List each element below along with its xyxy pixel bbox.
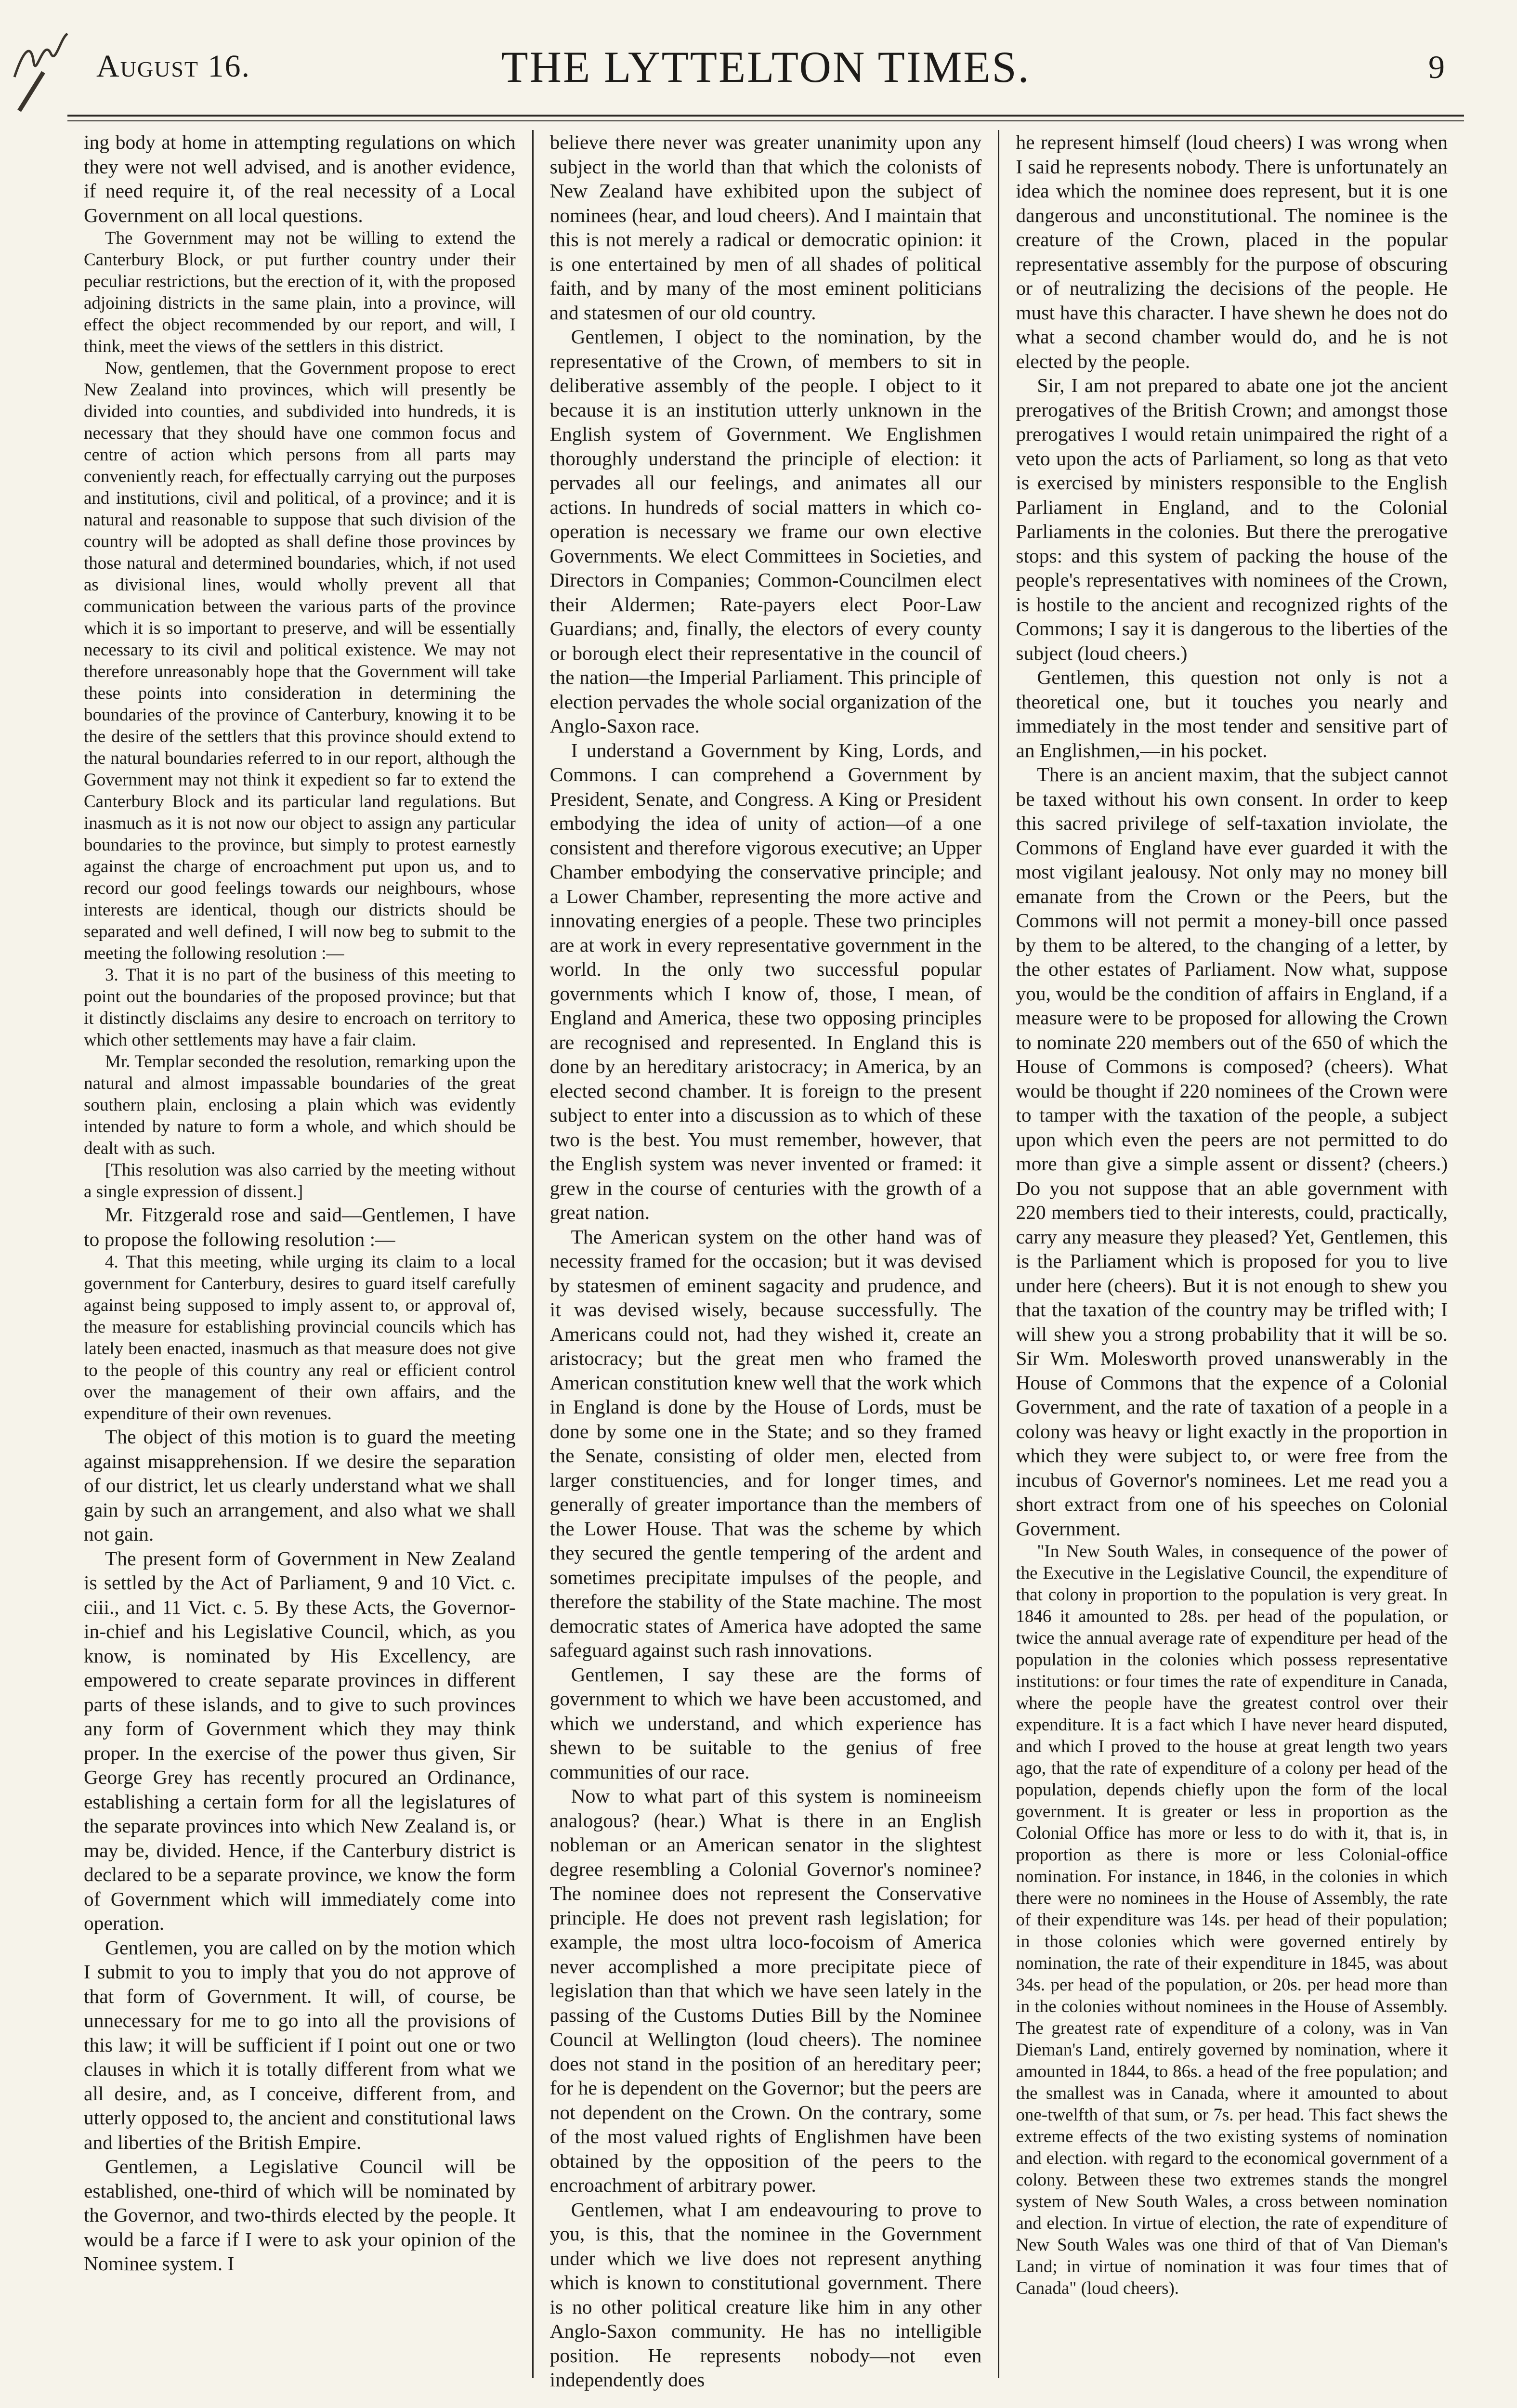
paragraph: Mr. Templar seconded the resolution, remarking upon the natural and almost impassable boundaries of the great southern plain, enclosing a plain which was evidently intended by nature to form a whole, and which should be dealt with as such. [84, 1052, 516, 1158]
paragraph: Gentlemen, a Legislative Council will be established, one-third of which will be nominated by the Governor, and two-thirds elected by the people. It would be a farce if I were to ask your opinion of the Nominee system. I [84, 2155, 516, 2275]
paragraph: 3. That it is no part of the business of this meeting to point out the boundaries of the proposed province; but that it distinctly disclaims any desire to encroach on territory to which other settlements may have a fair claim. [84, 965, 516, 1050]
paragraph: Gentlemen, I object to the nomination, by the representative of the Crown, of members to sit in deliberative assembly of the people. I object to it because it is an institution utterly unknown in the English system of Government. We Englishmen thoroughly understand the principle of election: it pervades all our feelings, and animates all our actions. In hundreds of social matters in which co-operation is necessary we frame our own elective Governments. We elect Committees in Societies, and Directors in Companies; Common-Councilmen elect their Aldermen; Rate-payers elect Poor-Law Guardians; and, finally, the electors of every county or borough elect their representative in the council of the nation—the Imperial Parliament. This principle of election pervades the whole social organization of the Anglo-Saxon race. [549, 326, 982, 737]
paragraph: [This resolution was also carried by the meeting without a single expression of dissent.] [84, 1160, 516, 1202]
handwritten-annotation [5, 19, 77, 120]
paragraph: Gentlemen, I say these are the forms of government to which we have been accustomed, and which we understand, and which experience has shewn to be suitable to the genius of free communities of our race. [549, 1663, 982, 1783]
paragraph: Now to what part of this system is nomineeism analogous? (hear.) What is there in an English nobleman or an American senator in the slightest degree resembling a Colonial Governor's nominee? The nominee does not represent the Conservative principle. He does not prevent rash legislation; for example, the most ultra loco-focoism of America never accomplished a more precipitate piece of legislation than that which we have seen lately in the passing of the Customs Duties Bill by the Nominee Council at Wellington (loud cheers). The nominee does not stand in the position of an hereditary peer; for he is dependent on the Governor; but the peers are not dependent on the Crown. On the contrary, some of the most valued rights of Englishmen have been obtained by the opposition of the peers to the encroachment of arbitrary power. [549, 1785, 982, 2196]
paragraph: I understand a Government by King, Lords, and Commons. I can comprehend a Government by President, Senate, and Congress. A King or President embodying the idea of unity of action—of a one consistent and therefore vigorous executive; an Upper Chamber embodying the conservative principle; and a Lower Chamber, representing the more active and innovating energies of a people. These two principles are at work in every representative government in the world. In the only two successful popular governments which I know of, those, I mean, of England and America, these two opposing principles are recognised and represented. In England this is done by an hereditary aristocracy; in America, by an elected second chamber. It is foreign to the present subject to enter into a discussion as to which of these two is the best. You must remember, however, that the English system was never invented or framed: it grew in the course of centuries with the growth of a great nation. [549, 739, 982, 1223]
paragraph: "In New South Wales, in consequence of the power of the Executive in the Legislative Council, the expenditure of that colony in proportion to the population is very great. In 1846 it amounted to 28s. per head of the population, or twice the annual average rate of expenditure per head of the population in the colonies which possess representative institutions: or four times the rate of expenditure in Canada, where the people have the greatest control over their expenditure. It is a fact which I have never heard disputed, and which I proved to the house at great length two years ago, that the rate of expenditure of a colony per head of the population, depends chiefly upon the form of the local government. It is greater or less in proportion as the Colonial Office has more or less to do with it, that is, in proportion as there is more or less Colonial-office nomination. For instance, in 1846, in the colonies in which there were no nominees in the House of Assembly, the rate of their expenditure was 14s. per head of their population; in those colonies which were governed entirely by nomination, the rate of their expenditure in 1845, was about 34s. per head of the population, or 20s. per head more than in the colonies without nominees in the House of Assembly. The greatest rate of expenditure of a colony, was in Van Dieman's Land, entirely governed by nomination, where it amounted in 1844, to 86s. a head of the free population; and the smallest was in Canada, where it amounted to about one-twelfth of that sum, or 7s. per head. This fact shews the extreme effects of the two existing systems of nomination and election. with regard to the economical government of a colony. Between these two extremes stands the mongrel system of New South Wales, a cross between nomination and election. In virtue of election, the rate of expenditure of New South Wales was one third of that of Van Dieman's Land; in virtue of nomination it was four times that of Canada" (loud cheers). [1016, 1542, 1448, 2298]
paragraph: The American system on the other hand was of necessity framed for the occasion; but it was devised by statesmen of eminent sagacity and prudence, and it was devised wisely, because successfully. The Americans could not, had they wished it, create an aristocracy; but the great men who framed the American constitution knew well that the work which in England is done by the House of Lords, must be done by some one in the State; and so they framed the Senate, consisting of older men, elected from larger constituencies, and for longer times, and generally of greater importance than the members of the Lower House. That was the scheme by which they secured the gentle tempering of the ardent and sometimes precipitate impulses of the people, and therefore the stability of the State machine. The most democratic states of America have adopted the same safeguard against such rash innovations. [549, 1225, 982, 1661]
paragraph: 4. That this meeting, while urging its claim to a local government for Canterbury, desires to guard itself carefully against being supposed to imply assent to, or approval of, the measure for establishing provincial councils which has lately been enacted, inasmuch as that measure does not give to the people of this country any real or efficient control over the management of their own affairs, and the expenditure of their own revenues. [84, 1252, 516, 1424]
paragraph: The object of this motion is to guard the meeting against misapprehension. If we desire the separation of our district, let us clearly understand what we shall gain by such an arrangement, and also what we shall not gain. [84, 1426, 516, 1545]
article-columns [67, 130, 1464, 2391]
paragraph: ing body at home in attempting regulations on which they were not well advised, and is another evidence, if need require it, of the real necessity of a Local Government on all local questions. [84, 131, 516, 226]
paragraph: Gentlemen, what I am endeavouring to prove to you, is this, that the nominee in the Government under which we live does not represent anything which is known to constitutional government. There is no other political creature like him in any other Anglo-Saxon community. He has no intelligible position. He represents nobody—not even independently does [549, 2198, 982, 2391]
newspaper-title: THE LYTTELTON TIMES. [501, 42, 1031, 92]
column-1 [67, 130, 532, 2378]
paragraph: Now, gentlemen, that the Government propose to erect New Zealand into provinces, which will presently be divided into counties, and subdivided into hundreds, it is necessary that they should have one common focus and centre of action which persons from all parts may conveniently reach, for effectually carrying out the purposes and institutions, civil and political, of a province; and it is natural and reasonable to suppose that such division of the country will be adopted as shall define those provinces by those natural and determined boundaries, which, if not used as divisional lines, would wholly prevent all that communication between the various parts of the province which it is so important to preserve, and will be essentially necessary to its civil and political existence. We may not therefore unreasonably hope that the Government will take these points into consideration in determining the boundaries of the province of Canterbury, knowing it to be the desire of the settlers that this province should extend to the natural boundaries referred to in our report, although the Government may not think it expedient so far to extend the Canterbury Block and its particular land regulations. But inasmuch as it is not now our object to assign any particular boundaries to the province, but simply to protest earnestly against the charge of encroachment put upon us, and to record our good feelings towards our neighbours, whose interests are identical, though our districts should be separated and well defined, I will now beg to submit to the meeting the following resolution :— [84, 358, 516, 963]
paragraph: Sir, I am not prepared to abate one jot the ancient prerogatives of the British Crown; and amongst those prerogatives I would retain unimpaired the right of a veto upon the acts of Parliament, so long as that veto is exercised by ministers responsible to the English Parliament in England, and to the Colonial Parliaments in the colonies. But there the prerogative stops: and this system of packing the house of the people's representatives with nominees of the Crown, is hostile to the ancient and recognized rights of the Commons; I say it is dangerous to the liberties of the subject (loud cheers.) [1016, 374, 1448, 664]
paragraph: The Government may not be willing to extend the Canterbury Block, or put further country under their peculiar restrictions, but the erection of it, with the proposed adjoining districts in the same plain, into a province, will effect the object recommended by our report, and will, I think, meet the views of the settlers in this district. [84, 228, 516, 356]
paragraph: believe there never was greater unanimity upon any subject in the world than that which the colonists of New Zealand have exhibited upon the subject of nominees (hear, and loud cheers). And I maintain that this is not merely a radical or democratic opinion: it is one entertained by men of all shades of political faith, and by many of the most eminent politicians and statesmen of our old country. [549, 131, 982, 324]
paragraph: Gentlemen, you are called on by the motion which I submit to you to imply that you do not approve of that form of Government. It will, of course, be unnecessary for me to go into all the provisions of this law; it will be sufficient if I point out one or two clauses in which it is totally different from what we all desire, and, as I conceive, different from, and utterly opposed to, the ancient and constitutional laws and liberties of the British Empire. [84, 1936, 516, 2153]
masthead [67, 29, 1464, 125]
masthead-rule [67, 115, 1464, 117]
paragraph: he represent himself (loud cheers) I was wrong when I said he represents nobody. There is unfortunately an idea which the nominee does represent, but it is one dangerous and unconstitutional. The nominee is the creature of the Crown, placed in the popular representative assembly for the purpose of obscuring or of neutralizing the decisions of the people. He must have this character. I have shewn he does not do what a second chamber would do, and he is not elected by the people. [1016, 131, 1448, 372]
page-number: 9 [1428, 49, 1445, 85]
masthead-rule-thin [67, 120, 1464, 121]
paragraph: Mr. Fitzgerald rose and said—Gentlemen, I have to propose the following resolution :— [84, 1204, 516, 1250]
paragraph: There is an ancient maxim, that the subject cannot be taxed without his own consent. In order to keep this sacred privilege of self-taxation inviolate, the Commons of England have ever guarded it with the most vigilant jealousy. Not only may no money bill emanate from the Crown or the Peers, but the Commons will not permit a money-bill once passed by them to be altered, to the changing of a letter, by the other estates of Parliament. Now what, suppose you, would be the condition of affairs in England, if a measure were to be proposed for allowing the Crown to nominate 220 members out of the 650 of which the House of Commons is composed? (cheers). What would be thought if 220 nominees of the Crown were to tamper with the taxation of the people, a subject upon which even the peers are not permitted to do more than give a simple assent or dissent? (cheers.) Do you not suppose that an able government with 220 members tied to their interests, could, practically, carry any measure they pleased? Yet, Gentlemen, this is the Parliament which is proposed for you to live under here (cheers). But it is not enough to shew you that the taxation of the country may be trifled with; I will shew you a strong probability that it will be so. Sir Wm. Molesworth proved unanswerably in the House of Commons that the expence of a Colonial Government, and the rate of taxation of a people in a colony was heavy or light exactly in the proportion in which they were subject to, or were free from the incubus of Governor's nominees. Let me read you a short extract from one of his speeches on Colonial Government. [1016, 763, 1448, 1540]
column-3 [998, 130, 1464, 2378]
paragraph: The present form of Government in New Zealand is settled by the Act of Parliament, 9 and 10 Vict. c. ciii., and 11 Vict. c. 5. By these Acts, the Governor-in-chief and his Legislative Council, which, as you know, is nominated by His Excellency, are empowered to create separate provinces in different parts of these islands, and to give to such provinces any form of Government which they may think proper. In the exercise of the power thus given, Sir George Grey has recently procured an Ordinance, establishing a certain form for all the legislatures of the separate provinces into which New Zealand is, or may be, divided. Hence, if the Canterbury district is declared to be a separate province, we know the form of Government which will immediately come into operation. [84, 1547, 516, 1934]
issue-date: August 16. [96, 49, 251, 84]
paragraph: Gentlemen, this question not only is not a theoretical one, but it touches you nearly and immediately in the most tender and sensitive part of an Englishmen,—in his pocket. [1016, 666, 1448, 761]
column-2 [532, 130, 998, 2391]
